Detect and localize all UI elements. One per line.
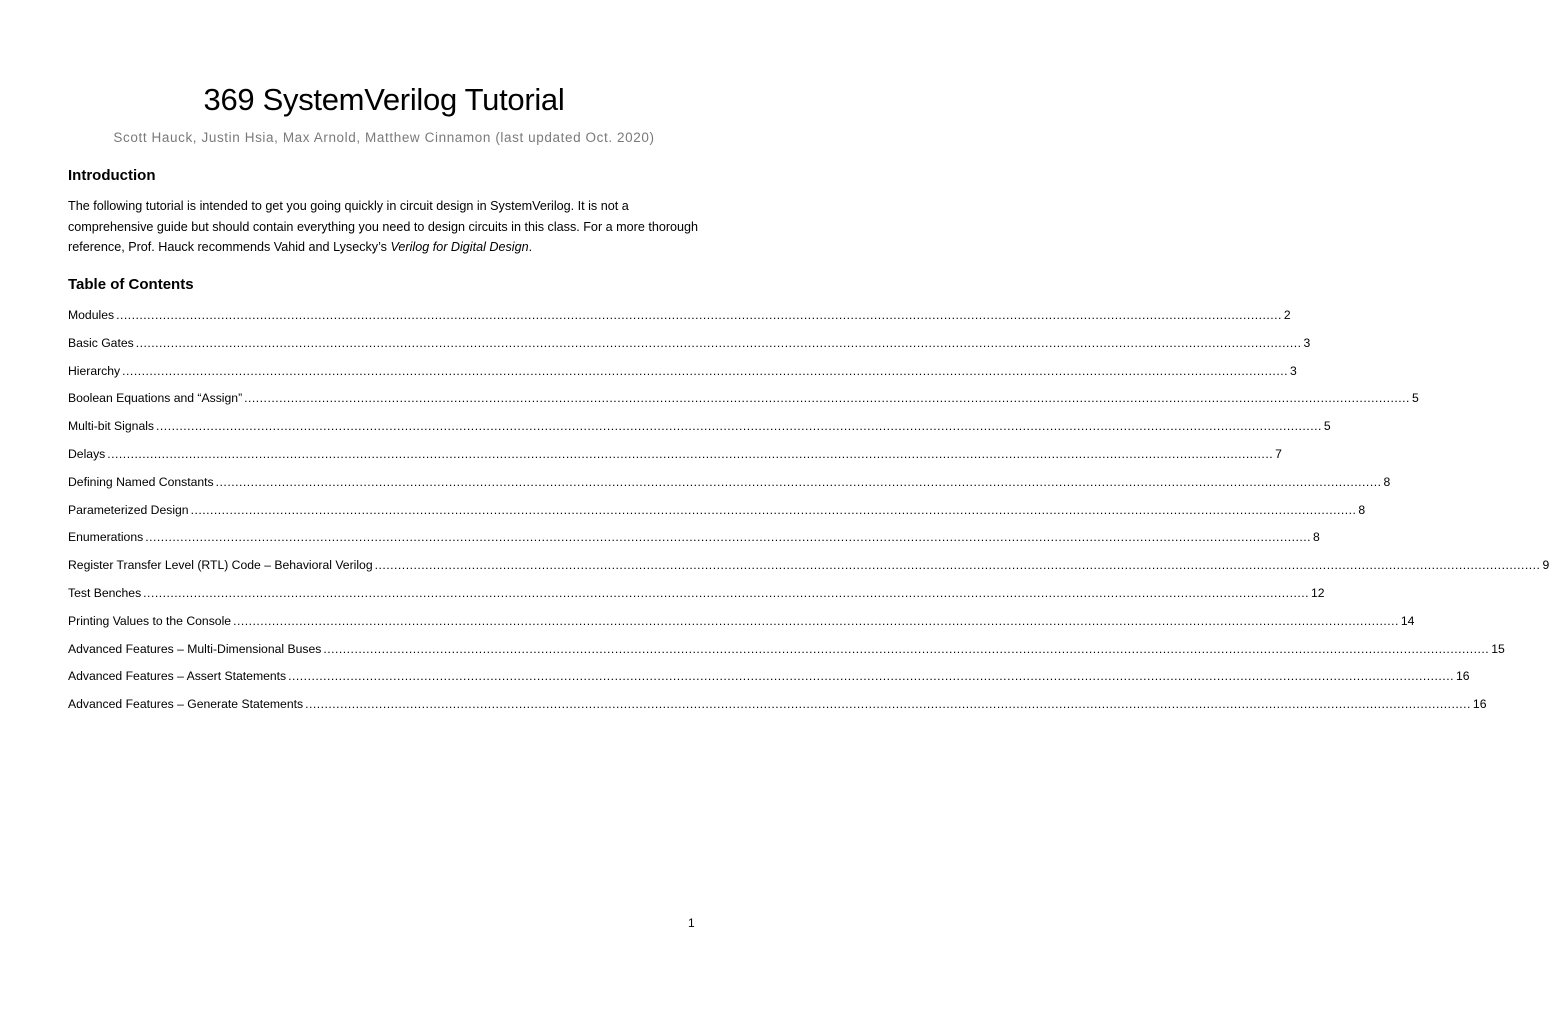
toc-entry-page: 9 (1542, 558, 1549, 573)
toc-entry-modules[interactable] (68, 305, 1291, 333)
toc-entry-title: Printing Values to the Console (68, 613, 232, 628)
toc-entry-title: Delays (68, 446, 106, 461)
toc-entry-basic-gates[interactable] (68, 333, 1311, 361)
toc-leader-dots: ............................................................................................................................................................................................................................................................................................................ (122, 363, 1288, 378)
toc-entry-delays[interactable] (68, 444, 1282, 472)
toc-entry-generate-statements[interactable] (68, 694, 1487, 722)
toc-entry-page: 12 (1311, 585, 1325, 600)
introduction-text-after: . (528, 240, 533, 254)
toc-leader-dots: ............................................................................................................................................................................................................................................................................................................ (156, 419, 1322, 434)
toc-entry-title: Basic Gates (68, 335, 134, 350)
toc-entry-parameterized-design[interactable] (68, 500, 1366, 528)
toc-entry-title: Enumerations (68, 530, 144, 545)
toc-entry-page: 2 (1283, 308, 1291, 322)
toc-entry-printing-values[interactable] (68, 611, 1415, 639)
toc-entry-page: 8 (1313, 530, 1320, 545)
toc-entry-page: 14 (1400, 613, 1415, 628)
toc-entry-page: 8 (1358, 502, 1366, 517)
toc-entry-title: Advanced Features – Multi-Dimensional Buses (68, 641, 322, 656)
toc-entry-page: 3 (1289, 363, 1297, 378)
toc-leader-dots: ............................................................................................................................................................................................................................................................................................................ (244, 391, 1410, 406)
toc-entry-page: 5 (1323, 419, 1331, 434)
toc-entry-title: Modules (68, 308, 115, 322)
toc-entry-title: Test Benches (68, 585, 142, 600)
toc-entry-page: 16 (1455, 669, 1470, 684)
toc-entry-named-constants[interactable] (68, 472, 1391, 500)
toc-entry-title: Parameterized Design (68, 502, 189, 517)
toc-entry-enumerations[interactable] (68, 527, 1320, 555)
toc-entry-page: 8 (1383, 474, 1391, 489)
page-title: 369 SystemVerilog Tutorial (203, 82, 565, 117)
toc-leader-dots: ............................................................................................................................................................................................................................................................................................................ (305, 697, 1471, 712)
toc-leader-dots: ............................................................................................................................................................................................................................................................................................................ (143, 585, 1309, 600)
toc-entry-page: 16 (1472, 697, 1487, 712)
page-number: 1 (688, 916, 695, 930)
toc-entry-assert-statements[interactable] (68, 666, 1470, 694)
toc-entry-page: 15 (1491, 641, 1505, 656)
toc-entry-title: Multi-bit Signals (68, 419, 155, 434)
toc-entry-page: 3 (1303, 335, 1311, 350)
toc-leader-dots: ............................................................................................................................................................................................................................................................................................................ (107, 446, 1274, 461)
toc-entry-test-benches[interactable] (68, 583, 1325, 611)
toc-entry-boolean-equations[interactable] (68, 388, 1419, 416)
book-title: Verilog for Digital Design (390, 240, 529, 254)
toc-entry-title: Boolean Equations and “Assign” (68, 391, 243, 406)
toc-heading: Table of Contents (68, 276, 194, 293)
toc-entry-multi-dimensional-buses[interactable] (68, 639, 1505, 667)
toc-leader-dots: ............................................................................................................................................................................................................................................................................................................ (288, 669, 1454, 684)
toc-leader-dots: ............................................................................................................................................................................................................................................................................................................ (116, 308, 1282, 322)
toc-entry-title: Hierarchy (68, 363, 121, 378)
toc-leader-dots: ............................................................................................................................................................................................................................................................................................................ (233, 613, 1399, 628)
toc-leader-dots: ............................................................................................................................................................................................................................................................................................................ (135, 335, 1302, 350)
toc-entry-rtl-code[interactable] (68, 555, 1549, 583)
toc-entry-hierarchy[interactable] (68, 361, 1297, 389)
toc-entry-title: Defining Named Constants (68, 474, 214, 489)
toc-entry-page: 7 (1275, 446, 1282, 461)
toc-entry-page: 5 (1411, 391, 1419, 406)
toc-leader-dots: ............................................................................................................................................................................................................................................................................................................ (190, 502, 1357, 517)
introduction-paragraph (68, 196, 708, 258)
introduction-heading: Introduction (68, 167, 156, 184)
toc-leader-dots: ............................................................................................................................................................................................................................................................................................................ (374, 558, 1541, 573)
introduction-text-before: The following tutorial is intended to get you going quickly in circuit design in SystemVerilog. It is not a comprehensive guide but should contain everything you need to design circuits in this class. For a more thorough reference, Prof. Hauck recommends Vahid and Lysecky’s (68, 199, 699, 254)
toc-entry-title: Advanced Features – Assert Statements (68, 669, 287, 684)
toc-entry-title: Register Transfer Level (RTL) Code – Behavioral Verilog (68, 558, 373, 573)
table-of-contents (68, 305, 1549, 722)
toc-leader-dots: ............................................................................................................................................................................................................................................................................................................ (145, 530, 1312, 545)
toc-entry-title: Advanced Features – Generate Statements (68, 697, 304, 712)
toc-leader-dots: ............................................................................................................................................................................................................................................................................................................ (215, 474, 1382, 489)
toc-entry-multi-bit-signals[interactable] (68, 416, 1331, 444)
toc-leader-dots: ............................................................................................................................................................................................................................................................................................................ (323, 641, 1490, 656)
authors-line: Scott Hauck, Justin Hsia, Max Arnold, Matthew Cinnamon (last updated Oct. 2020) (113, 130, 655, 145)
